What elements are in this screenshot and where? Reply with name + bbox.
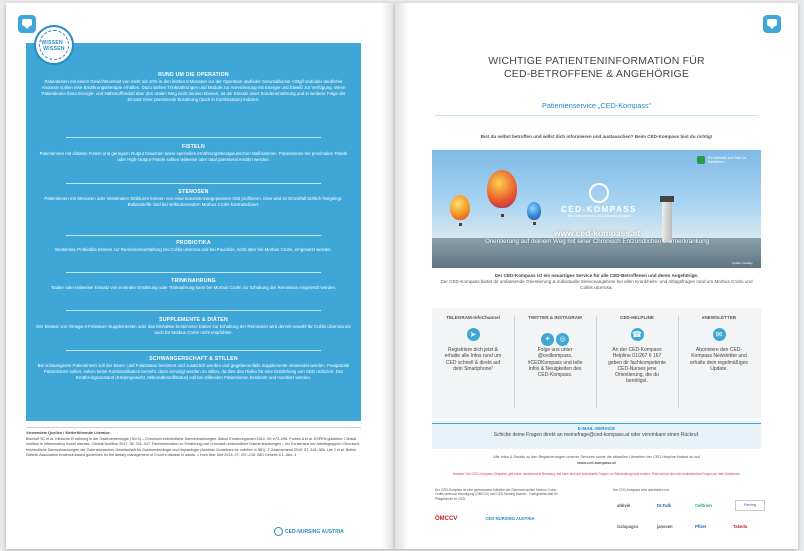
subtitle-divider xyxy=(435,115,758,116)
section-body: Der Einsatz von Omega-3-Fettsäure-Supplementen oder das Einhalten bestimmter Diäten zur Erhaltung der Remission wird derzeit sowohl für Colitis ulcerosa als auch für Morbus Crohn nicht empfohlen. xyxy=(36,324,351,335)
gutter-shadow-left xyxy=(381,3,395,549)
references-title: Verwendete Quellen / Weiterführende Literatur: xyxy=(26,431,111,435)
pfizer-logo: Pfizer xyxy=(695,524,707,529)
title-line-2: CED-BETROFFENE & ANGEHÖRIGE xyxy=(503,68,690,80)
balloon-image xyxy=(487,170,517,208)
section-schwangerschaft xyxy=(36,356,351,381)
banner-url[interactable]: www.ced-kompass.at xyxy=(553,228,641,238)
divider xyxy=(66,272,321,273)
qr-badge-icon xyxy=(697,156,705,164)
phone-icon[interactable]: ☎ xyxy=(632,330,642,339)
section-operation xyxy=(36,72,351,103)
page-subtitle: Patientenservice „CED-Kompass“ xyxy=(541,101,652,110)
section-stenosen xyxy=(36,189,351,208)
mail-icon[interactable]: ✉ xyxy=(713,328,726,341)
channel-text: An der CED-Kompass Helpline 01/267 6 167 geben dir fachkompetente CED-Nurses jene Orientierung, die du benötigst. xyxy=(608,347,666,385)
balloon-image xyxy=(450,195,470,220)
wissen-badge xyxy=(34,25,74,65)
info-line-1: Alle Infos & Details zu den Registrierungen unserer Services sowie die aktuellen Uhrzeiten der CED-Helpline findest du auf xyxy=(493,455,700,459)
channel-newsletter xyxy=(678,308,760,418)
intro-text: Bist du selbst betroffen und willst dich informieren und austauschen? Beim CED-Kompass bist du richtig! xyxy=(480,134,713,139)
section-supplemente xyxy=(36,317,351,336)
ced-nursing-logo: CED-NURSING AUSTRIA xyxy=(485,516,535,521)
channel-telegram xyxy=(432,308,514,418)
telegram-icon[interactable]: ➤ xyxy=(467,328,480,341)
section-heading: SCHWANGERSCHAFT & STILLEN xyxy=(149,356,238,362)
gutter-shadow-right xyxy=(395,3,409,549)
divider xyxy=(66,183,321,184)
divider xyxy=(66,350,321,351)
banner-brand: CED-KOMPASS xyxy=(561,205,637,214)
ced-kompass-banner xyxy=(432,150,761,268)
channel-text: Abonniere den CED-Kompass Newsletter und erhalte dein regelmäßiges Update. xyxy=(690,347,748,372)
description-bold: Der CED-Kompass ist ein neuartiges Service für alle CED-Betroffenen und deren Angehörige. xyxy=(494,273,699,278)
takeda-logo: Takeda xyxy=(733,524,748,529)
channel-helpline xyxy=(596,308,678,418)
banner-logo xyxy=(544,183,654,218)
compass-icon xyxy=(589,183,609,203)
channel-social xyxy=(514,308,596,418)
section-heading: SUPPLEMENTE & DIÄTEN xyxy=(159,317,228,323)
logo-mark-icon xyxy=(274,527,283,536)
disclaimer-text: Hinweis: Der CED-Kompass (Helpline) gibt keine medizinische Beratung und kann sich auf individuelle Fragen zur Behandlung nicht äußern. Bitte wende dich mit medizinischen Fragen an dein Ärzteteam. xyxy=(452,472,741,476)
channel-label: CED-HELPLINE xyxy=(620,315,654,320)
service-channels xyxy=(432,308,761,418)
celltrion-logo: Celltrion xyxy=(695,503,712,508)
channel-label: TWITTER & INSTAGRAM xyxy=(528,315,582,320)
section-body: Patientinnen mit Stenosen oder intestinalen Strikturen können von einer konsistenzangepassten Diät profitieren. Dies wird im Einzelfall ärztlich festgelegt. Ballaststoffe sind bei strikturierendem Morbus Crohn kontraindiziert. xyxy=(44,196,343,207)
section-body: Bei schwangeren Patientinnen soll der Eisen- und Folatstatus bestimmt und zusätzlich werden und gegebenenfalls Supplemente verwendet werden. Postpartale Patientinnen sollen, sofern keine Kontraindikation besteht, darin ermutigt werden zu stillen, da dies das Risiko für eine Entstehung von CED reduziert. Der Ernährungszustand (Körpergewicht, Mikronährstoffstatus) soll bei stillenden Patientinnen bestimmt und monitiert werden. xyxy=(37,363,350,380)
info-text xyxy=(435,455,758,466)
speech-bubble-icon xyxy=(763,15,781,33)
channel-text: Folge uns unter @cedkompass, #CEDKompass und teile Infos & Neuigkeiten des CED-Kompass. xyxy=(527,347,583,379)
channel-text: Registriere dich jetzt & erhalte alle Infos rund um CED schnell & direkt auf dein Smartphone! xyxy=(444,347,502,372)
twitter-icon[interactable]: ✦ xyxy=(541,333,554,346)
channel-label: eNEWSLETTER xyxy=(701,315,737,320)
references-divider xyxy=(26,427,361,428)
section-heading: FISTELN xyxy=(181,144,205,150)
section-body: Patientinnen mit distalen Fisteln und geringem Output brauchen keine speziellen ernährungstherapeutischen Maßnahmen. Patientinnen mit proximalen Fisteln oder High-Output-Fisteln sollten teilweise oder total parenteral ernährt werden. xyxy=(39,151,348,162)
section-fisteln xyxy=(36,144,351,163)
ced-nursing-logo xyxy=(274,527,374,539)
mail-service xyxy=(432,423,761,442)
magazine-spread xyxy=(6,3,798,549)
balloon-image xyxy=(527,202,541,220)
info-url[interactable]: www.ced-kompass.at xyxy=(577,460,616,465)
section-body: Totaler oder teilweiser Einsatz von enteraler Ernährung oder Trinknahrung kann bei Morbus Crohn zur Erhaltung der Remission eingesetzt werden. xyxy=(50,285,337,290)
section-trinknahrung xyxy=(36,278,351,291)
divider xyxy=(66,310,321,311)
left-page xyxy=(6,3,395,549)
mail-text[interactable]: Schicke deine Fragen direkt an meinefrage@ced-kompass.at oder vereinbare einen Rückruf. xyxy=(493,432,700,438)
logo-text: CED-NURSING AUSTRIA xyxy=(285,528,344,535)
sponsor-text: Der CED-Kompass wird unterstützt von: xyxy=(613,488,670,492)
section-probiotika xyxy=(36,240,351,253)
section-heading: RUND UM DIE OPERATION xyxy=(158,72,229,78)
section-heading: TRINKNAHRUNG xyxy=(171,278,216,284)
section-heading: PROBIOTIKA xyxy=(176,240,211,246)
description-text: Der CED-Kompass bietet dir umfassende Orientierung & individuelle Serviceangebote bei allen Krankheits- und Alltagsfragen rund um Morbus Crohn und Colitis ulcerosa. xyxy=(440,279,753,291)
divider xyxy=(66,235,321,236)
badge-text: WISSEN · WISSEN xyxy=(41,40,67,52)
omccv-logo: ÖMCCV xyxy=(435,516,458,522)
galapagos-logo: Galapagos xyxy=(617,524,639,529)
banner-tagline: Ein Service von CED-Nursing Austria xyxy=(567,214,631,218)
janssen-logo: janssen xyxy=(657,524,673,529)
references-text: Bischoff SC et al. Klinische Ernährung in der Gastroenterologie (Teil 4) – Chronisch-entzündliche Darmerkrankungen. Aktuel Ernahrungsmed 2014; 39: e72–e98. Forbes A et al. ESPEN guideline: Clinical nutrition in inflammatory bowel disease. Clinical Nutrition 2017; 36: 321–347. Fachinformation zu Ernährung und Chronisch-entzündliche Darmerkrankungen – ein Konsensus der Arbeitsgruppen Chronisch-entzündliche Darmerkrankungen der Österreichischen Gesellschaft für Gastroenterologie und Hepatologie (Austrian Guidelines for nutrition in IBD). Z Gastroenterol 2019; 57: 318–386. Lee J et al. British Dietetic Association evidence-based guidelines for the dietary management of Crohn's disease in adults. J Hum Nutr Diet 2014; 27: 207–218. IMD Genetic 6.1. Abs. 4 xyxy=(26,436,361,458)
title-line-1: WICHTIGE PATIENTENINFORMATION FÜR xyxy=(488,55,705,67)
instagram-icon[interactable]: ◎ xyxy=(556,333,569,346)
section-body: Bestimmte Probiotika können zur Remissionserhaltung bei Colitis ulcerosa und bei Pouchitis, nicht aber bei Morbus Crohn, eingesetzt werden. xyxy=(55,247,332,252)
initiative-text: Der CED-Kompass ist eine gemeinsame Initiative der Österreichischen Morbus Crohn-Colitis ulcerosa Vereinigung (ÖMCCV) und CED-Nursing Austria – Fachgesellschaft für Pflegeberufe im CED. xyxy=(435,488,558,501)
section-body: Patientinnen mit einem Gewichtsverlust von mehr als 10% in den letzten 6 Monaten vor der Operation und/oder Serumalbumin <30g/l und/oder deutlicher Anorexie sollten eine Ernährungstherapie erhalten. Dazu stehen Trinknahrungen und Module zur Anreicherung mit Energie und Eiweiß zur Verfügung. Wenn Patientinnen ihren Energie- und Nährstoffbedarf über den oralen Weg nicht decken können, ist der Einsatz einer Sondenernährung und in weiterer Folge der Einsatz einer parenterale Ernährung (auch in Kombination) indiziert. xyxy=(41,79,346,102)
page-title xyxy=(435,55,758,81)
image-credit: Quelle: pixabay xyxy=(732,261,753,265)
references xyxy=(26,431,361,459)
banner-claim: Orientierung auf deinem Weg mit einer Chronisch Entzündlichen Darmerkrankung xyxy=(484,238,710,245)
banner-badge-text: Ein Webseite zum Start ins Darmleben xyxy=(708,156,747,164)
speech-bubble-icon xyxy=(18,15,36,33)
right-page xyxy=(395,3,798,549)
divider xyxy=(66,137,321,138)
channel-label: TELEGRAM-InfoChannel xyxy=(446,315,500,320)
service-description xyxy=(435,273,758,292)
social-icons xyxy=(514,328,596,341)
drfalk-logo: Dr.Falk xyxy=(657,503,671,508)
abbvie-logo: abbvie xyxy=(617,503,631,508)
section-heading: STENOSEN xyxy=(178,189,209,195)
mail-heading: E-MAIL-SERVICE xyxy=(577,426,616,431)
ferring-logo: Ferring xyxy=(735,500,765,511)
